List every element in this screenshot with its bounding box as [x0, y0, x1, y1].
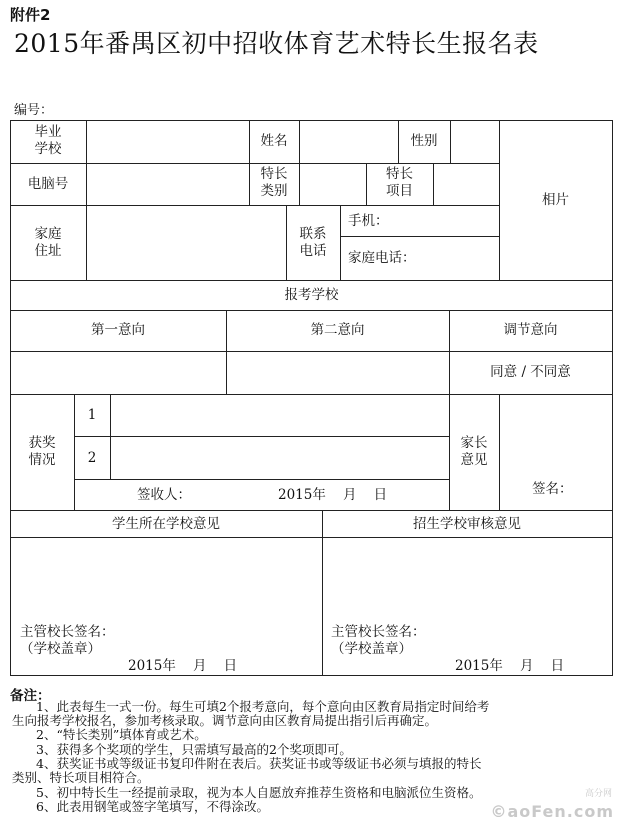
photo-label: 相片: [542, 192, 569, 208]
specialty-item-label: 特长 项目: [386, 166, 413, 199]
specialty-type-label: 特长 类别: [260, 166, 288, 199]
principal-signature-left: 主管校长签名：: [20, 624, 115, 640]
note-item: 3、获得多个奖项的学生，只需填写最高的2个奖项即可。: [36, 742, 352, 757]
first-choice-label: 第一意向: [91, 322, 145, 338]
note-item: 6、此表用钢笔或签字笔填写，不得涂改。: [36, 799, 269, 814]
home-address-label: 家庭 住址: [34, 226, 62, 259]
award-number-1: 1: [87, 407, 97, 423]
second-choice-label: 第二意向: [310, 322, 365, 338]
date-left: 2015年 月 日: [128, 658, 238, 674]
date-right: 2015年 月 日: [455, 658, 565, 674]
apply-school-heading: 报考学校: [284, 287, 339, 303]
note-item: 2、“特长类别”填体育或艺术。: [36, 727, 207, 742]
graduation-school-label: 毕业 学校: [34, 124, 62, 157]
school-seal-left: （学校盖章）: [20, 641, 101, 657]
award-number-2: 2: [87, 450, 97, 466]
contact-phone-label: 联系 电话: [299, 226, 327, 259]
admission-school-opinion-heading: 招生学校审核意见: [413, 516, 521, 532]
mobile-label: 手机：: [348, 213, 389, 229]
watermark-logo: ©aoFen.com: [490, 802, 614, 821]
gender-label: 性别: [410, 133, 438, 149]
note-item: 4、获奖证书或等级证书复印件附在表后。获奖证书或等级证书必须与填报的特长: [36, 756, 482, 771]
note-item: 生向报考学校报名，参加考核录取。调节意向由区教育局提出指引后再确定。: [12, 713, 438, 728]
computer-number-label: 电脑号: [27, 176, 69, 192]
note-item: 类别、特长项目相符合。: [12, 770, 150, 785]
note-item: 5、初中特长生一经提前录取，视为本人自愿放弃推荐生资格和电脑派位生资格。: [36, 785, 482, 800]
receiver-label: 签收人：: [137, 487, 191, 503]
parent-opinion-label: 家长 意见: [460, 435, 488, 468]
watermark-small: 高分网: [584, 789, 612, 799]
agree-option-text: 同意 / 不同意: [490, 364, 571, 380]
home-phone-label: 家庭电话：: [348, 250, 416, 266]
awards-label: 获奖 情况: [28, 435, 56, 468]
parent-signature-label: 签名：: [532, 481, 573, 497]
principal-signature-right: 主管校长签名：: [331, 624, 426, 640]
form-title: 2015年番禺区初中招收体育艺术特长生报名表: [14, 29, 539, 58]
school-seal-right: （学校盖章）: [331, 641, 412, 657]
name-label: 姓名: [260, 133, 288, 149]
notes-title: 备注：: [10, 688, 51, 704]
annex-label: 附件2: [10, 6, 51, 24]
adjust-choice-label: 调节意向: [503, 322, 558, 338]
receiver-date: 2015年 月 日: [278, 487, 388, 503]
student-school-opinion-heading: 学生所在学校意见: [112, 516, 220, 532]
note-item: 1、此表每生一式一份。每生可填2个报考意向，每个意向由区教育局指定时间给考: [36, 699, 490, 714]
serial-number-label: 编号：: [14, 103, 54, 118]
